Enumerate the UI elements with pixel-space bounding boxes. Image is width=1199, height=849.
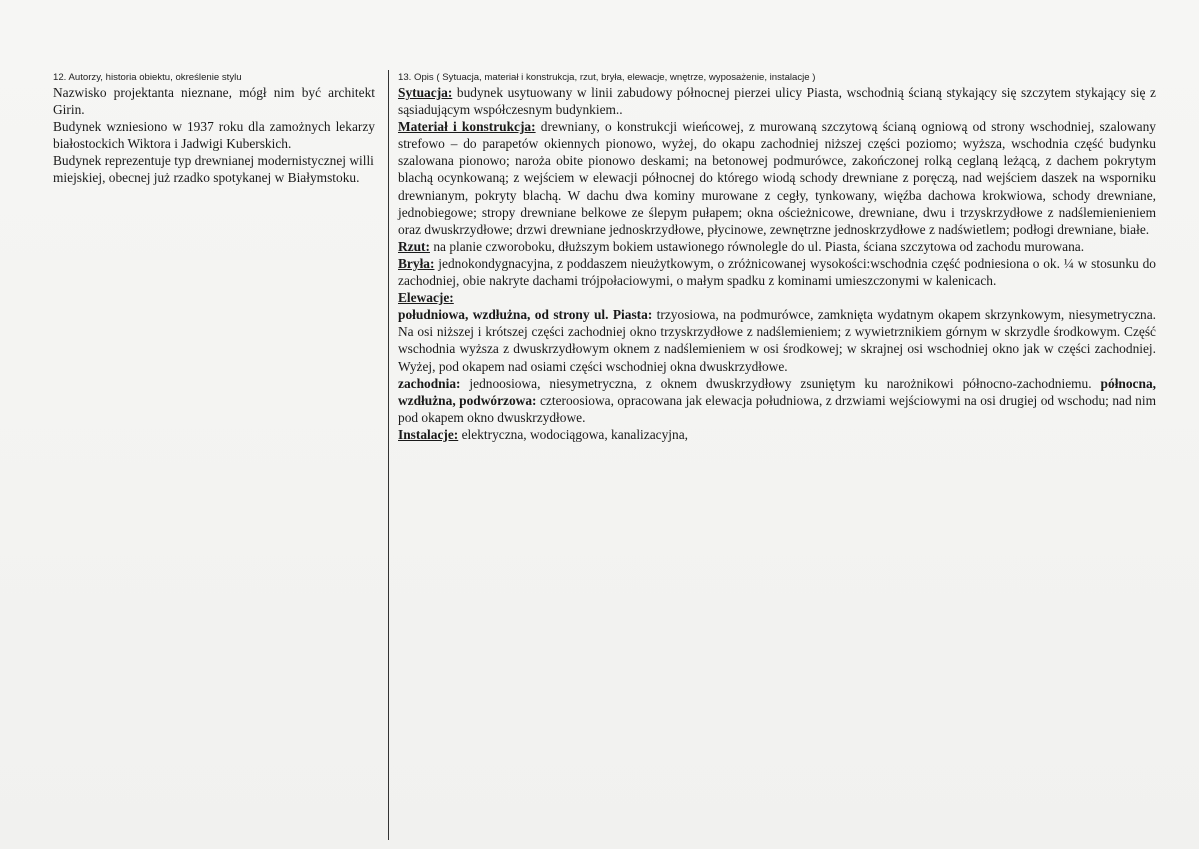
sytuacja-label: Sytuacja: xyxy=(398,85,453,100)
bryla-text: jednokondygnacyjna, z poddaszem nieużytkowym, o zróżnicowanej wysokości:wschodnia część podniesiona o ok. ¼ w stosunku do zachodniej, obie nakryte dachami trójpołaciowymi, o małym spadku z kominami umieszczonymi w kalenicach. xyxy=(398,255,1156,289)
architect-paragraph: Nazwisko projektanta nieznane, mógł nim być architekt Girin. xyxy=(53,85,375,118)
instalacje-paragraph xyxy=(398,426,1156,443)
rzut-label: Rzut: xyxy=(398,238,430,254)
instalacje-text: elektryczna, wodociągowa, kanalizacyjna, xyxy=(458,426,689,442)
bryla-label: Bryła: xyxy=(398,255,435,271)
bryla-paragraph xyxy=(398,255,1156,289)
sytuacja-text: budynek usytuowany w linii zabudowy północnej pierzei ulicy Piasta, wschodnią ścianą stykający się szczytem stykający się z sąsiadującym współczesnym budynkiem.. xyxy=(398,85,1156,118)
polnocna-label: północna, wzdłużna, podwórzowa: xyxy=(398,375,1156,408)
column-divider xyxy=(388,70,389,840)
polnocna-text: czteroosiowa, opracowana jak elewacja południowa, z drzwiami wejściowymi na osi drugiej od wschodu; nad nim pod okapem okno dwuskrzydłowe. xyxy=(398,392,1156,425)
rzut-paragraph xyxy=(398,238,1156,255)
zachodnia-label: zachodnia: xyxy=(398,375,461,391)
description-text xyxy=(398,84,1156,443)
rzut-text: na planie czworoboku, dłuższym bokiem ustawionego równolegle do ul. Piasta, ściana szczytowa od zachodu murowana. xyxy=(429,238,1085,254)
zachodnia-text: jednoosiowa, niesymetryczna, z oknem dwuskrzydłowy zsuniętym ku narożnikowi północno-zachodniemu. xyxy=(460,375,1101,391)
poludniowa-label: południowa, wzdłużna, od strony ul. Piasta: xyxy=(398,307,653,323)
material-paragraph xyxy=(398,118,1156,238)
section-13-heading: 13. Opis ( Sytuacja, materiał i konstrukcja, rzut, bryła, elewacje, wnętrze, wyposażenie, instalacje ) xyxy=(398,72,816,83)
section-12-heading: 12. Autorzy, historia obiektu, określenie stylu xyxy=(53,72,242,83)
history-text xyxy=(53,84,375,187)
material-label: Materiał i konstrukcja: xyxy=(398,119,536,135)
style-paragraph: Budynek reprezentuje typ drewnianej modernistycznej willi miejskiej, obecnej już rzadko spotykanej w Białymstoku. xyxy=(53,153,374,186)
elewacje-heading xyxy=(398,289,1156,306)
left-column xyxy=(53,72,375,187)
sytuacja-paragraph xyxy=(398,84,1156,118)
poludniowa-paragraph xyxy=(398,306,1156,374)
construction-paragraph: Budynek wzniesiono w 1937 roku dla zamożnych lekarzy białostockich Wiktora i Jadwigi Kuberskich. xyxy=(53,119,375,152)
instalacje-label: Instalacje: xyxy=(398,426,459,442)
zachodnia-paragraph xyxy=(398,375,1156,426)
elewacje-label: Elewacje: xyxy=(398,290,454,306)
poludniowa-text: trzyosiowa, na podmurówce, zamknięta wydatnym okapem skrzynkowym, niesymetryczna. Na osi niższej i krótszej części zachodniej okno trzyskrzydłowe z nadślemieniem; z wywietrznikiem górnym w skrzydle środkowym. Część wschodnia wyższa z dwuskrzydłowym oknem z nadślemieniem w osi środkowej; w skrajnej osi wschodniej okno jak w części zachodniej. Wyżej, pod okapem nad osiami części wschodniej okna dwuskrzydłowe. xyxy=(398,307,1156,374)
right-column xyxy=(398,72,1156,443)
material-text: drewniany, o konstrukcji wieńcowej, z murowaną szczytową ścianą ogniową od strony wschodniej, szalowany strefowo – do parapetów okiennych pionowo, wyżej, do okapu zachodniej niższej części poziomo; wyższa, wschodnia część budynku szalowana pionowo; naroża obite pionowo deskami; na betonowej podmurówce, zakończonej rolką ceglaną leżącą, z dachem pokrytym blachą ocynkowaną; z wejściem w elewacji północnej do którego wiodą schody drewniane z poręczą, nad wejściem daszek na wsporniku drewnianym, pokryty blachą. W dachu dwa kominy murowane z cegły, tynkowany, więźba dachowa krokwiowa, schody drewniane, jednobiegowe; stropy drewniane belkowe ze ślepym pułapem; okna ościeżnicowe, drewniane, dwu i trzyskrzydłowe z nadślemienieniem oraz dwuskrzydłowe; drzwi drewniane jednoskrzydłowe, płycinowe, zewnętrzne jednoskrzydłowe z nadświetlem; podłogi drewniane, białe. xyxy=(398,119,1156,237)
